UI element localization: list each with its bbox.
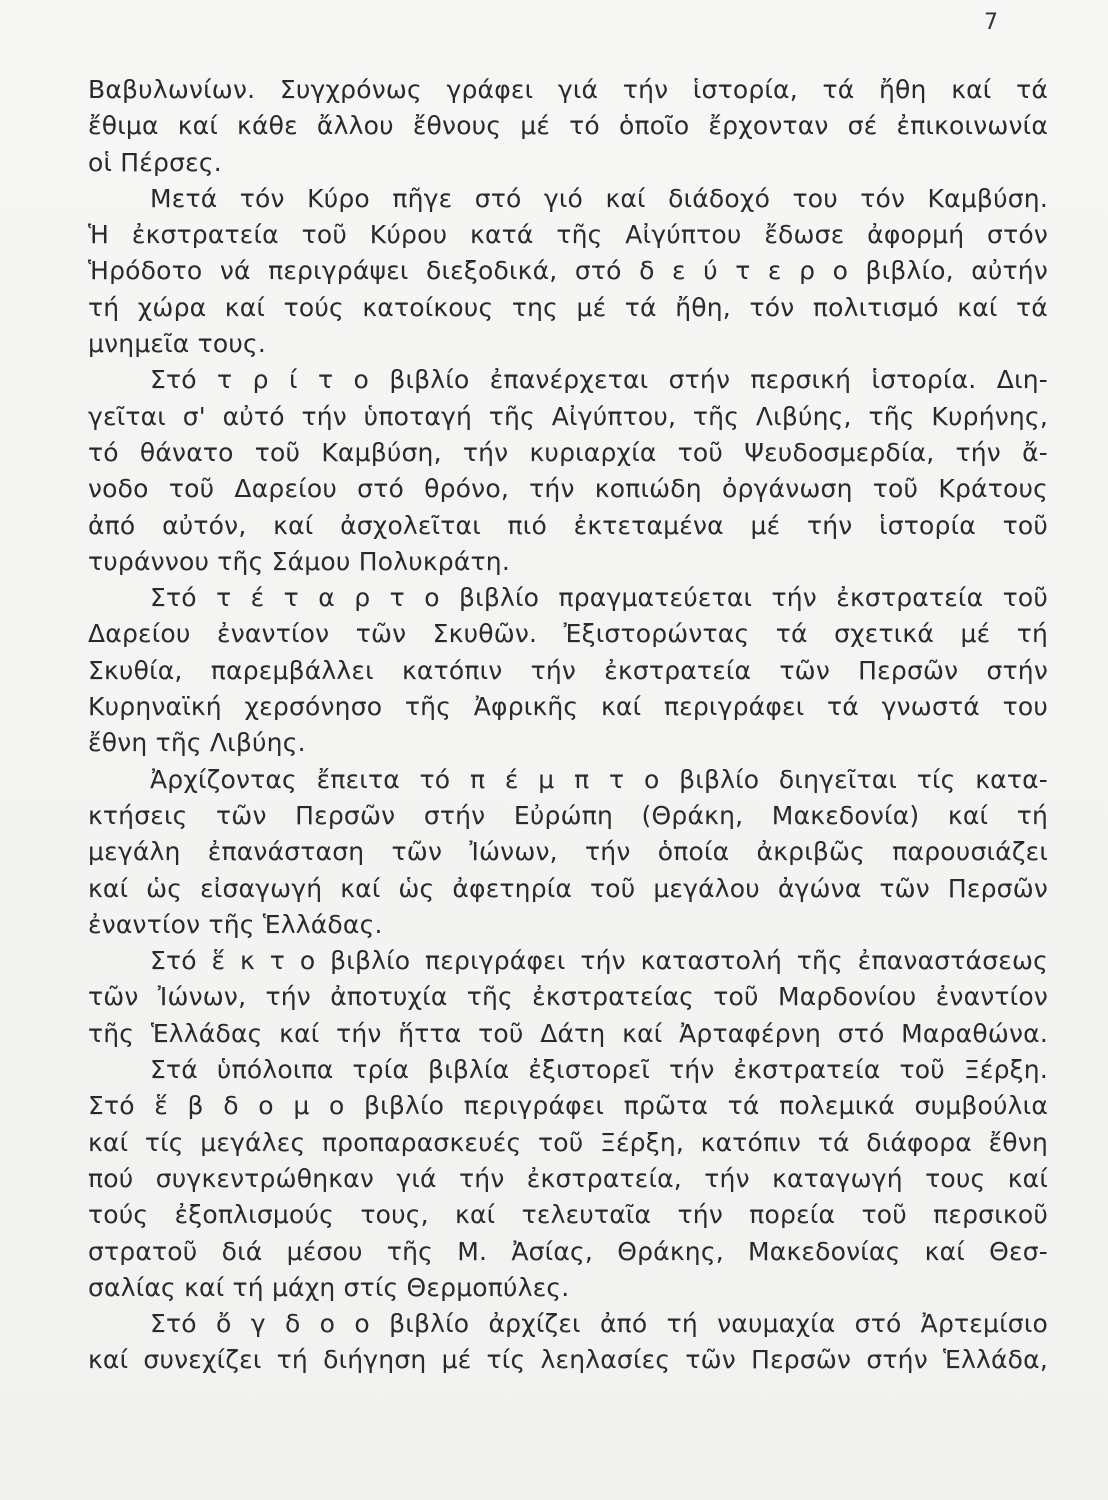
text-line: κτήσεις τῶν Περσῶν στήν Εὐρώπη (Θράκη, Μακεδονία) καί τή [88,800,1048,830]
text-line: ἔθνη τῆς Λιβύης. [88,728,306,758]
text-line: οἱ Πέρσες. [88,147,222,177]
text-line: ἐναντίον τῆς Ἑλλάδας. [88,909,383,939]
text-line: ἀπό αὐτόν, καί ἀσχολεῖται πιό ἐκτεταμένα μέ τήν ἱστορία τοῦ [88,510,1048,540]
text-line: καί ὡς εἰσαγωγή καί ὡς ἀφετηρία τοῦ μεγάλου ἀγώνα τῶν Περσῶν [88,873,1048,903]
text-line: Ἡρόδοτο νά περιγράψει διεξοδικά, στό δ ε ύ τ ε ρ ο βιβλίο, αὐτήν [88,256,1048,286]
text-line: Στό ἕ β δ ο μ ο βιβλίο περιγράφει πρῶτα τά πολεμικά συμβούλια [88,1091,1048,1121]
text-line: Στό ὄ γ δ ο ο βιβλίο ἀρχίζει ἀπό τή ναυμαχία στό Ἀρτεμίσιο [150,1309,1048,1339]
text-line: Βαβυλωνίων. Συγχρόνως γράφει γιά τήν ἱστορία, τά ἤθη καί τά [88,75,1048,104]
text-line: Σκυθία, παρεμβάλλει κατόπιν τήν ἐκστρατεία τῶν Περσῶν στήν [88,655,1048,685]
body-text [88,72,1048,1379]
text-line: τυράννου τῆς Σάμου Πολυκράτη. [88,546,510,576]
text-line: Ἡ ἐκστρατεία τοῦ Κύρου κατά τῆς Αἰγύπτου ἔδωσε ἀφορμή στόν [88,220,1048,250]
text-line: τῆς Ἑλλάδας καί τήν ἥττα τοῦ Δάτη καί Ἀρταφέρνη στό Μαραθώνα. [88,1018,1048,1048]
text-line: γεῖται σ' αὐτό τήν ὑποταγή τῆς Αἰγύπτου, τῆς Λιβύης, τῆς Κυρήνης, [88,401,1048,431]
text-line: τῶν Ἰώνων, τήν ἀποτυχία τῆς ἐκστρατείας τοῦ Μαρδονίου ἐναντίον [88,982,1048,1012]
text-line: τούς ἐξοπλισμούς τους, καί τελευταῖα τήν πορεία τοῦ περσικοῦ [88,1200,1048,1230]
text-line: Στό ἕ κ τ ο βιβλίο περιγράφει τήν καταστολή τῆς ἐπαναστάσεως [150,946,1048,976]
page-number: 7 [984,10,998,35]
text-line: Ἀρχίζοντας ἔπειτα τό π έ μ π τ ο βιβλίο διηγεῖται τίς κατα- [150,764,1048,794]
text-line: σαλίας καί τή μάχη στίς Θερμοπύλες. [88,1272,570,1302]
text-line: μνημεῖα τους. [88,329,267,359]
text-line: Μετά τόν Κύρο πῆγε στό γιό καί διάδοχό του τόν Καμβύση. [150,183,1048,213]
text-line: Στά ὑπόλοιπα τρία βιβλία ἐξιστορεῖ τήν ἐκστρατεία τοῦ Ξέρξη. [150,1055,1048,1085]
text-line: μεγάλη ἐπανάσταση τῶν Ἰώνων, τήν ὁποία ἀκριβῶς παρουσιάζει [88,837,1048,867]
text-line: πού συγκεντρώθηκαν γιά τήν ἐκστρατεία, τήν καταγωγή τους καί [88,1163,1048,1193]
text-line: τή χώρα καί τούς κατοίκους της μέ τά ἤθη, τόν πολιτισμό καί τά [88,292,1048,322]
text-line: καί τίς μεγάλες προπαρασκευές τοῦ Ξέρξη, κατόπιν τά διάφορα ἔθνη [88,1127,1048,1157]
text-line: καί συνεχίζει τή διήγηση μέ τίς λεηλασίες τῶν Περσῶν στήν Ἑλλάδα, [88,1345,1048,1375]
text-line: Δαρείου ἐναντίον τῶν Σκυθῶν. Ἐξιστορώντας τά σχετικά μέ τή [88,619,1048,649]
text-line: Στό τ ρ ί τ ο βιβλίο ἐπανέρχεται στήν περσική ἱστορία. Διη- [150,365,1048,395]
text-line: ἔθιμα καί κάθε ἄλλου ἔθνους μέ τό ὁποῖο ἔρχονταν σέ ἐπικοινωνία [88,111,1048,141]
text-line: τό θάνατο τοῦ Καμβύση, τήν κυριαρχία τοῦ Ψευδοσμερδία, τήν ἄ- [88,437,1048,467]
text-line: νοδο τοῦ Δαρείου στό θρόνο, τήν κοπιώδη ὀργάνωση τοῦ Κράτους [88,474,1048,504]
text-line: στρατοῦ διά μέσου τῆς Μ. Ἀσίας, Θράκης, Μακεδονίας καί Θεσ- [88,1236,1048,1266]
text-line: Κυρηναϊκή χερσόνησο τῆς Ἀφρικῆς καί περιγράφει τά γνωστά του [88,692,1048,722]
text-line: Στό τ έ τ α ρ τ ο βιβλίο πραγματεύεται τήν ἐκστρατεία τοῦ [150,583,1048,613]
